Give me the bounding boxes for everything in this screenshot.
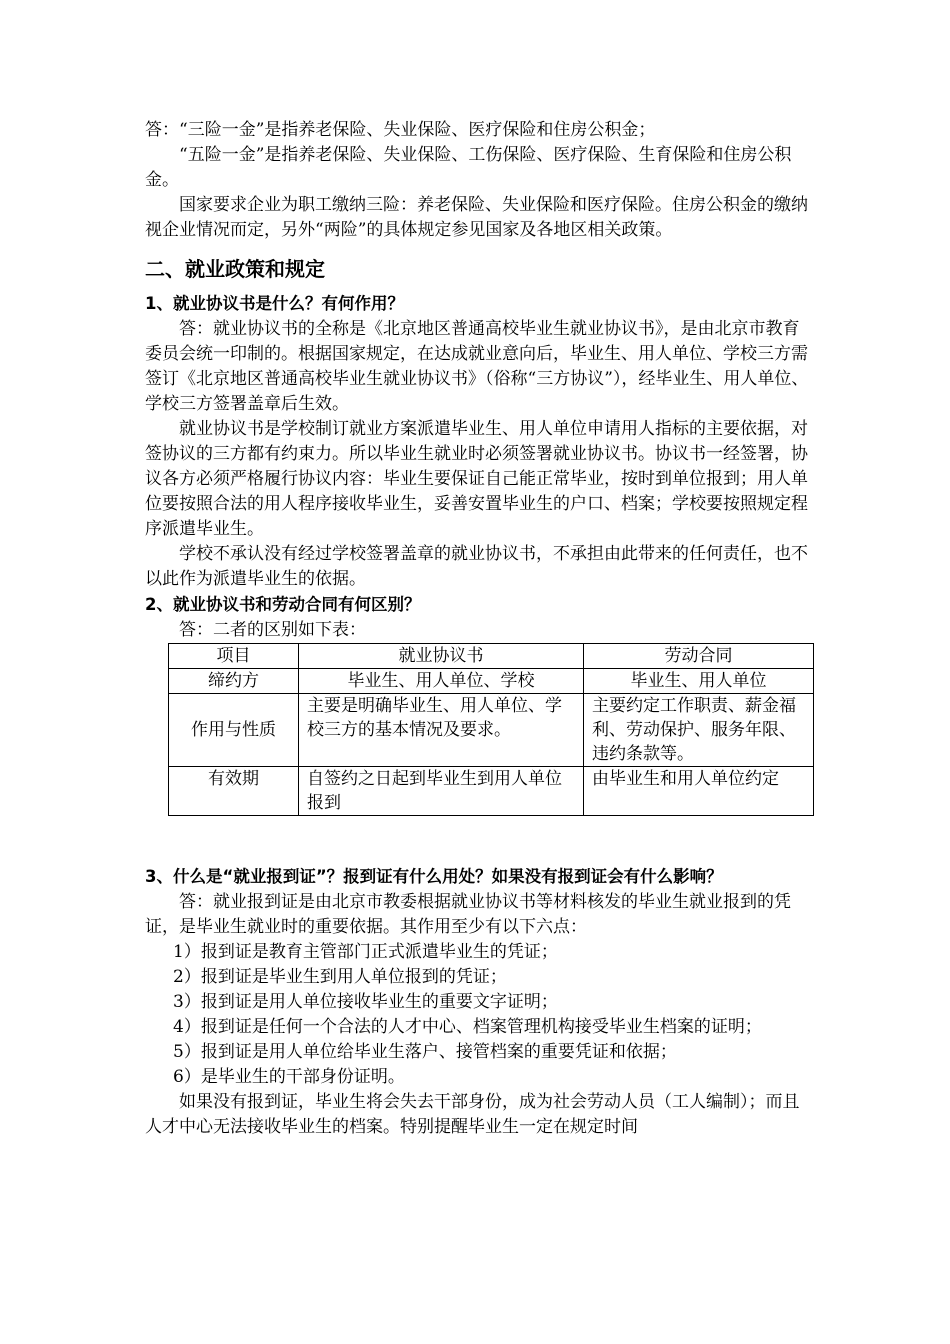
comparison-table — [168, 643, 814, 816]
question-1-answer-3: 学校不承认没有经过学校签署盖章的就业协议书，不承担由此带来的任何责任，也不以此作为派遣毕业生的依据。 — [145, 544, 808, 589]
table-header-cell: 就业协议书 — [299, 644, 584, 669]
question-1-answer-2: 就业协议书是学校制订就业方案派遣毕业生、用人单位申请用人指标的主要依据，对签协议的三方都有约束力。所以毕业生就业时必须签署就业协议书。协议书一经签署，协议各方必须严格履行协议内容：毕业生要保证自己能正常毕业，按时到单位报到；用人单位要按照合法的用人程序接收毕业生，妥善安置毕业生的户口、档案；学校要按照规定程序派遣毕业生。 — [145, 419, 808, 539]
list-item: 5）报到证是用人单位给毕业生落户、接管档案的重要凭证和依据； — [173, 1042, 677, 1062]
table-cell: 作用与性质 — [169, 694, 299, 767]
list-item: 6）是毕业生的干部身份证明。 — [173, 1067, 405, 1087]
list-item: 2）报到证是毕业生到用人单位报到的凭证； — [173, 967, 507, 987]
table-cell: 主要约定工作职责、薪金福利、劳动保护、服务年限、违约条款等。 — [584, 694, 814, 767]
table-header-cell: 项目 — [169, 644, 299, 669]
table-cell: 主要是明确毕业生、用人单位、学校三方的基本情况及要求。 — [299, 694, 584, 767]
intro-paragraph-1: 答：“三险一金”是指养老保险、失业保险、医疗保险和住房公积金； — [145, 120, 656, 140]
spacer — [145, 816, 815, 864]
section-title: 二、就业政策和规定 — [145, 257, 325, 281]
question-3-answer-1: 答：就业报到证是由北京市教委根据就业协议书等材料核发的毕业生就业报到的凭证，是毕业生就业时的重要依据。其作用至少有以下六点： — [145, 892, 791, 937]
table-cell: 缔约方 — [169, 669, 299, 694]
question-3-answer-2: 如果没有报到证，毕业生将会失去干部身份，成为社会劳动人员（工人编制）；而且人才中心无法接收毕业生的档案。特别提醒毕业生一定在规定时间 — [145, 1092, 800, 1137]
table-cell: 毕业生、用人单位 — [584, 669, 814, 694]
question-2-intro: 答：二者的区别如下表： — [179, 620, 366, 640]
table-header-cell: 劳动合同 — [584, 644, 814, 669]
list-item: 4）报到证是任何一个合法的人才中心、档案管理机构接受毕业生档案的证明； — [173, 1017, 762, 1037]
list-item: 1）报到证是教育主管部门正式派遣毕业生的凭证； — [173, 942, 558, 962]
table-row — [169, 669, 814, 694]
table-cell: 毕业生、用人单位、学校 — [299, 669, 584, 694]
table-row — [169, 767, 814, 816]
list-item: 3）报到证是用人单位接收毕业生的重要文字证明； — [173, 992, 558, 1012]
question-1-answer-1: 答：就业协议书的全称是《北京地区普通高校毕业生就业协议书》，是由北京市教育委员会统一印制的。根据国家规定，在达成就业意向后，毕业生、用人单位、学校三方需签订《北京地区普通高校毕业生就业协议书》（俗称“三方协议”），经毕业生、用人单位、学校三方签署盖章后生效。 — [145, 319, 809, 414]
question-2-title: 2、就业协议书和劳动合同有何区别？ — [145, 595, 421, 614]
table-header-row — [169, 644, 814, 669]
table-cell: 有效期 — [169, 767, 299, 816]
table-cell: 自签约之日起到毕业生到用人单位报到 — [299, 767, 584, 816]
intro-paragraph-3: 国家要求企业为职工缴纳三险：养老保险、失业保险和医疗保险。住房公积金的缴纳视企业情况而定，另外“两险”的具体规定参见国家及各地区相关政策。 — [145, 195, 808, 240]
table-row — [169, 694, 814, 767]
document-page — [145, 118, 815, 1140]
question-1-title: 1、就业协议书是什么？有何作用？ — [145, 294, 404, 313]
intro-paragraph-2: “五险一金”是指养老保险、失业保险、工伤保险、医疗保险、生育保险和住房公积金。 — [145, 145, 792, 190]
table-cell: 由毕业生和用人单位约定 — [584, 767, 814, 816]
question-3-title: 3、什么是“就业报到证”？报到证有什么用处？如果没有报到证会有什么影响？ — [145, 867, 723, 886]
